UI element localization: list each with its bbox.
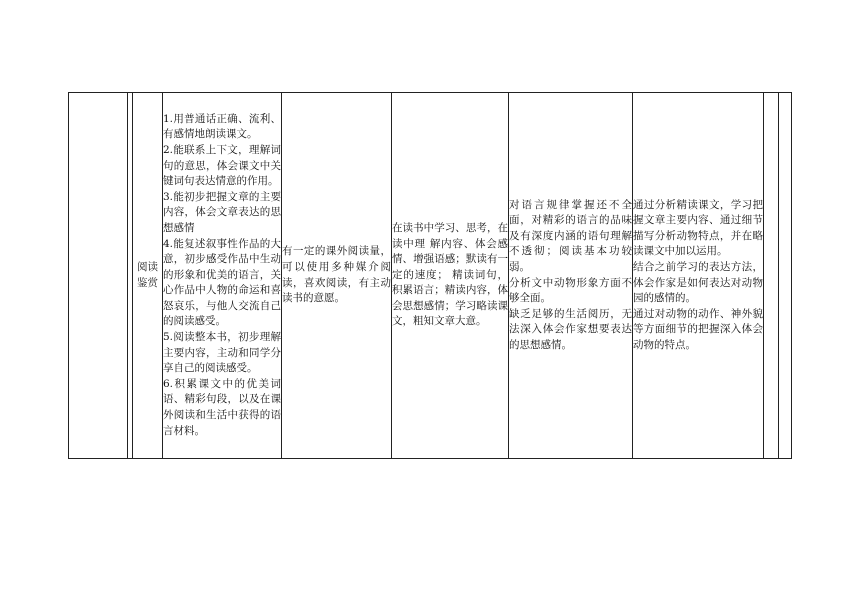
strategy-item: 通过分析精读课文，学习把握文章主要内容、通过细节描写分析动物特点，并在略读课文中加以运用。 [633,198,763,258]
curriculum-table [68,92,792,459]
empty-cell-left [69,93,128,459]
problem-item: 对语言规律掌握还不全面，对精彩的语言的品味及有深度内涵的语句理解不透彻；阅读基本功较弱。 [509,198,632,273]
standard-item: 5.阅读整本书，初步理解主要内容，主动和同学分享自己的阅读感受。 [163,331,281,375]
strategies-cell [633,93,764,459]
standards-cell [163,93,282,459]
table-row [69,93,792,459]
standard-item: 2.能联系上下文，理解词句的意思，体会课文中关键词句表达情意的作用。 [163,143,281,188]
problem-item: 分析文中动物形象方面不够全面。 [509,276,632,305]
standard-item: 6.积累课文中的优美词语、精彩句段，以及在课外阅读和生活中获得的语言材料。 [163,377,281,437]
category-cell [133,93,163,459]
student-basis-text: 有一定的课外阅读量，可以使用多种媒介阅读，喜欢阅读，有主动读书的意愿。 [282,245,391,305]
problems-cell [509,93,633,459]
empty-cell-edge [779,93,792,459]
standard-item: 4.能复述叙事性作品的大意，初步感受作品中生动的形象和优美的语言，关心作品中人物的命运和喜怒哀乐，与他人交流自己的阅读感受。 [163,237,281,328]
standard-item: 3.能初步把握文章的主要内容，体会文章表达的思想感情 [163,190,281,234]
learning-status-text: 在读书中学习、思考，在读中理 解内容、体会感情、增强语感；默读有一定的速度； 精读词句，积累语言；精读内容，体会思想感情；学习略读课文，粗知文章大意。 [392,221,508,328]
category-label: 阅读 鉴赏 [137,260,158,289]
strategy-item: 结合之前学习的表达方法，体会作家是如何表达对动物园的感情的。 [633,260,763,305]
empty-cell-right [764,93,779,459]
standard-item: 1.用普通话正确、流利、有感情地朗读课文。 [163,112,281,141]
student-basis-cell [282,93,392,459]
strategy-item: 通过对动物的动作、神外貌等方面细节的把握深入体会动物的特点。 [633,307,763,351]
learning-status-cell [392,93,509,459]
problem-item: 缺乏足够的生活阅历，无法深入体会作家想要表达的思想感情。 [509,307,632,351]
